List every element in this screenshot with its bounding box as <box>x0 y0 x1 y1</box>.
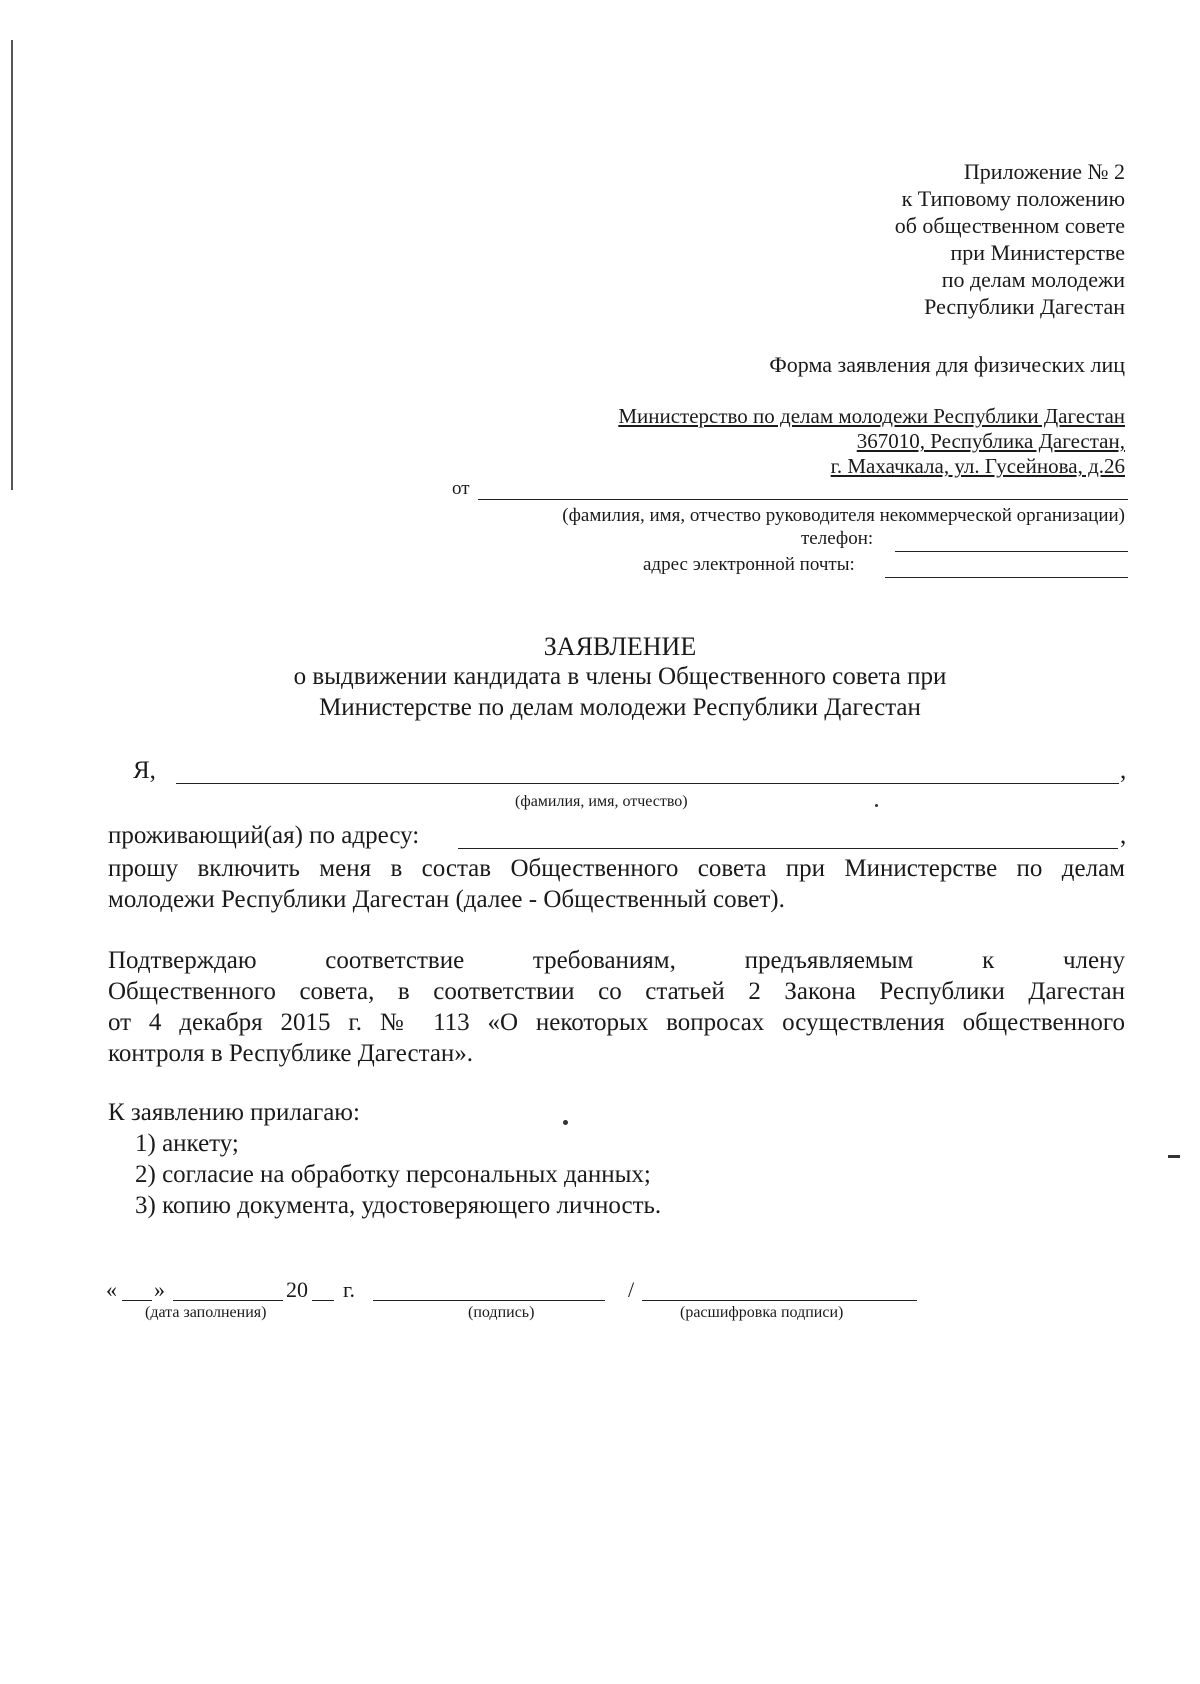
phone-field[interactable] <box>895 551 1128 552</box>
document-subtitle-line: Министерстве по делам молодежи Республики Дагестан <box>319 694 921 721</box>
scan-speck <box>875 804 878 807</box>
sender-name-field[interactable] <box>478 499 1128 500</box>
email-label: адрес электронной почты: <box>643 554 855 575</box>
confirm-text: Общественного совета, в соответствии со статьей 2 Закона Республики Дагестан <box>108 978 1125 1005</box>
quote-open: « <box>106 1277 117 1302</box>
scan-speck <box>563 1120 568 1125</box>
appendix-line: к Типовому положению <box>901 186 1125 211</box>
email-field[interactable] <box>885 577 1128 578</box>
attachment-item: 3) копию документа, удостоверяющего личность. <box>135 1192 662 1219</box>
recipient-line: г. Махачкала, ул. Гусейнова, д.26 <box>830 454 1125 478</box>
date-caption: (дата заполнения) <box>145 1304 267 1321</box>
signature-field[interactable] <box>373 1300 605 1301</box>
appendix-line: Приложение № 2 <box>963 159 1125 184</box>
name-comma: , <box>1120 757 1127 784</box>
recipient-line: Министерство по делам молодежи Республики Дагестан <box>618 404 1125 428</box>
year-prefix: 20 <box>286 1277 308 1302</box>
confirm-text: от 4 декабря 2015 г. № 113 «О некоторых вопросах осуществления общественного <box>108 1009 1125 1036</box>
appendix-line: при Министерстве <box>950 240 1125 265</box>
i-label: Я, <box>133 757 156 784</box>
signature-decode-field[interactable] <box>642 1300 917 1301</box>
from-label: от <box>452 478 470 499</box>
appendix-line: Республики Дагестан <box>924 294 1125 319</box>
attachment-item: 1) анкету; <box>135 1130 239 1157</box>
month-field[interactable] <box>173 1300 283 1301</box>
sender-name-caption: (фамилия, имя, отчество руководителя некоммерческой организации) <box>562 505 1125 526</box>
attachment-item: 2) согласие на обработку персональных данных; <box>135 1161 651 1188</box>
year-field[interactable] <box>312 1300 334 1301</box>
request-text: прошу включить меня в состав Общественного совета при Министерстве по делам <box>108 855 1125 882</box>
decode-caption: (расшифровка подписи) <box>680 1304 844 1321</box>
attachments-label: К заявлению прилагаю: <box>108 1099 360 1126</box>
fio-caption: (фамилия, имя, отчество) <box>515 793 688 810</box>
phone-label: телефон: <box>801 528 874 549</box>
appendix-line: по делам молодежи <box>941 267 1125 292</box>
address-label: проживающий(ая) по адресу: <box>108 822 420 849</box>
day-field[interactable] <box>122 1300 152 1301</box>
quote-close: » <box>154 1277 165 1302</box>
year-suffix: г. <box>343 1277 356 1302</box>
applicant-name-field[interactable] <box>176 783 1119 784</box>
scan-edge-line <box>11 40 13 490</box>
slash: / <box>628 1277 635 1302</box>
appendix-line: об общественном совете <box>894 213 1125 238</box>
confirm-text: Подтверждаю соответствие требованиям, предъявляемым к члену <box>108 947 1125 974</box>
request-text: молодежи Республики Дагестан (далее - Общественный совет). <box>108 886 785 913</box>
document-subtitle-line: о выдвижении кандидата в члены Общественного совета при <box>293 663 947 690</box>
address-comma: , <box>1120 822 1127 849</box>
document-title: ЗАЯВЛЕНИЕ <box>543 632 697 661</box>
signature-caption: (подпись) <box>468 1304 535 1321</box>
confirm-text: контроля в Республике Дагестан». <box>108 1040 474 1067</box>
scan-mark <box>1168 1155 1180 1158</box>
form-type-label: Форма заявления для физических лиц <box>769 352 1125 377</box>
recipient-line: 367010, Республика Дагестан, <box>856 429 1125 453</box>
address-field[interactable] <box>458 848 1118 849</box>
